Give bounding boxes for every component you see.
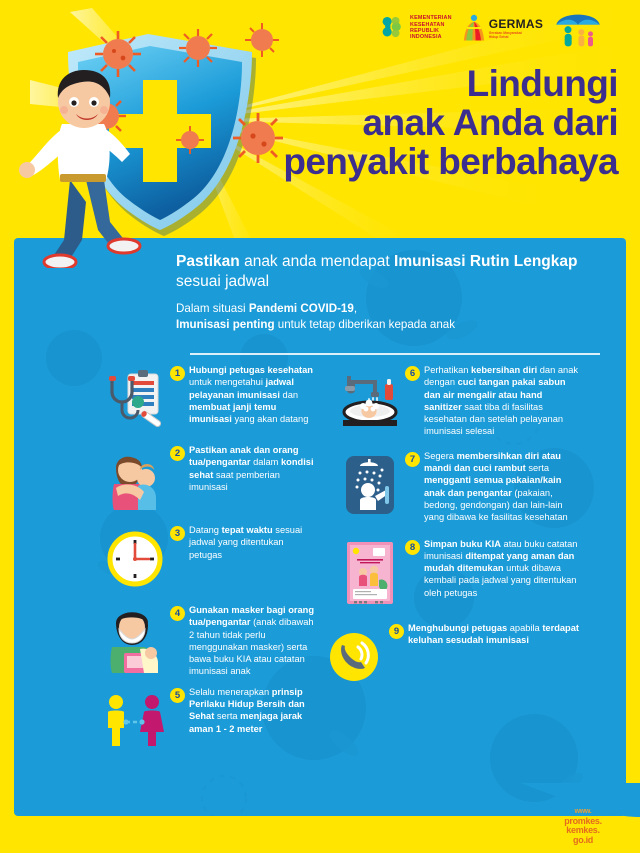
icon-slot [100, 524, 170, 594]
sub-bold-1: Pandemi COVID-19 [248, 302, 354, 315]
list-item [100, 444, 315, 514]
item-text: Segera membersihkan diri atau mandi dan cuci rambut serta mengganti semua pakaian/kain anak dan pengantar (pakaian, bedong, gendongan) dan lain-lain yang dibawa ke fasilitas kesehatan [424, 450, 568, 523]
item-text: Selalu menerapkan prinsip Perilaku Hidup Bersih dan Sehat serta menjaga jarak aman 1 - 2 meter [189, 686, 305, 734]
icon-slot [100, 444, 170, 514]
title-line-1: Lindungi [466, 63, 618, 104]
item-number: 1 [170, 366, 185, 381]
masked-mother-baby-icon [104, 605, 166, 673]
sub-plain-3: untuk tetap diberikan kepada anak [274, 317, 456, 331]
items-column-left [100, 364, 315, 756]
item-number: 6 [405, 366, 420, 381]
item-text: Gunakan masker bagi orang tua/pengantar (anak dibawah 2 tahun tidak perlu menggunakan masker) serta bawa buku KIA atau catatan imunisasi anak [189, 605, 315, 677]
list-item [319, 622, 580, 692]
logo-bar [380, 6, 635, 50]
icon-slot [319, 622, 389, 692]
mother-holding-baby-icon [104, 448, 166, 510]
item-number: 9 [389, 624, 404, 639]
item-text: Perhatikan kebersihan diri dan anak dengan cuci tangan pakai sabun dan air mengalir atau hand sanitizer saat tiba di fasilitas kesehatan dan setelah pelayanan imunisasi selesai [424, 365, 579, 437]
kemenkes-mark-icon [380, 15, 406, 41]
germas-mark-icon [462, 14, 486, 42]
item-number: 3 [170, 526, 185, 541]
footer-line-2: kemkes. [566, 825, 600, 836]
list-item [335, 538, 580, 608]
kemenkes-logo-text [410, 15, 452, 41]
panel-heading [176, 252, 616, 332]
germas-tagline [489, 31, 543, 39]
heading-bold-1: Pastikan [176, 253, 240, 270]
list-item [100, 686, 315, 756]
logo-germas [462, 14, 543, 42]
footer-line-3: go.id [573, 834, 593, 845]
item-number: 8 [405, 540, 420, 555]
heading-plain-2: sesuai jadwal [176, 272, 270, 290]
item-number: 5 [170, 688, 185, 703]
phone-call-icon [328, 631, 380, 683]
clock-icon [106, 530, 164, 588]
title-line-2: anak Anda dari [362, 102, 618, 143]
kemenkes-line-2: KESEHATAN [410, 21, 445, 28]
item-text: Datang tepat waktu sesuai jadwal yang ditentukan petugas [189, 525, 303, 560]
list-item [335, 450, 580, 524]
kia-book-icon [345, 540, 395, 606]
footer-line-1: promkes. [564, 815, 602, 826]
sub-plain-1: Dalam situasi [176, 302, 249, 315]
item-text: Simpan buku KIA atau buku catatan imunisasi ditempat yang aman dan mudah ditemukan untuk dibawa kembali pada jadwal yang ditentukan oleh petugas [424, 538, 578, 598]
icon-slot [100, 686, 170, 756]
panel-heading-main [176, 252, 616, 291]
heading-plain-1: anak anda mendapat [239, 253, 395, 270]
icon-slot [100, 604, 170, 674]
sub-bold-2: Imunisasi penting [176, 317, 275, 331]
item-number: 4 [170, 606, 185, 621]
list-item [335, 364, 580, 438]
icon-slot [335, 450, 405, 520]
item-number: 7 [405, 452, 420, 467]
logo-kemenkes [380, 15, 452, 41]
shower-icon [344, 454, 396, 516]
family-umbrella-icon [553, 8, 603, 48]
kemenkes-line-1: KEMENTERIAN [410, 15, 452, 22]
title-line-3: penyakit berbahaya [283, 141, 618, 182]
kemenkes-line-4: INDONESIA [410, 34, 442, 41]
section-divider [190, 353, 600, 355]
icon-slot [335, 538, 405, 608]
items-column-right [335, 364, 580, 692]
germas-wordmark: GERMAS [488, 17, 544, 31]
page-title [188, 64, 618, 181]
item-text: Hubungi petugas kesehatan untuk mengetahui jadwal pelayanan imunisasi dan membuat janji temu imunisasi yang akan datang [189, 365, 313, 425]
germas-tagline-2: Hidup Sehat [488, 35, 509, 39]
list-item [100, 364, 315, 434]
footer-www: www. [574, 808, 592, 816]
heading-bold-2: Imunisasi Rutin Lengkap [394, 253, 578, 270]
list-item [100, 524, 315, 594]
kemenkes-line-3: REPUBLIK [410, 28, 440, 34]
handwashing-sink-icon [339, 368, 401, 430]
stethoscope-clipboard-icon [104, 368, 166, 430]
icon-slot [335, 364, 405, 434]
icon-slot [100, 364, 170, 434]
list-item [100, 604, 315, 678]
item-text: Pastikan anak dan orang tua/pengantar dalam kondisi sehat saat pemberian imunisasi [189, 445, 314, 492]
physical-distancing-icon [102, 692, 168, 750]
sub-plain-2: , [353, 302, 358, 315]
item-number: 2 [170, 446, 185, 461]
footer-watermark [540, 806, 626, 845]
panel-subheading [176, 301, 616, 332]
germas-tagline-1: Gerakan Masyarakat [488, 31, 522, 35]
item-text: Menghubungi petugas apabila terdapat keluhan sesudah imunisasi [408, 622, 579, 645]
